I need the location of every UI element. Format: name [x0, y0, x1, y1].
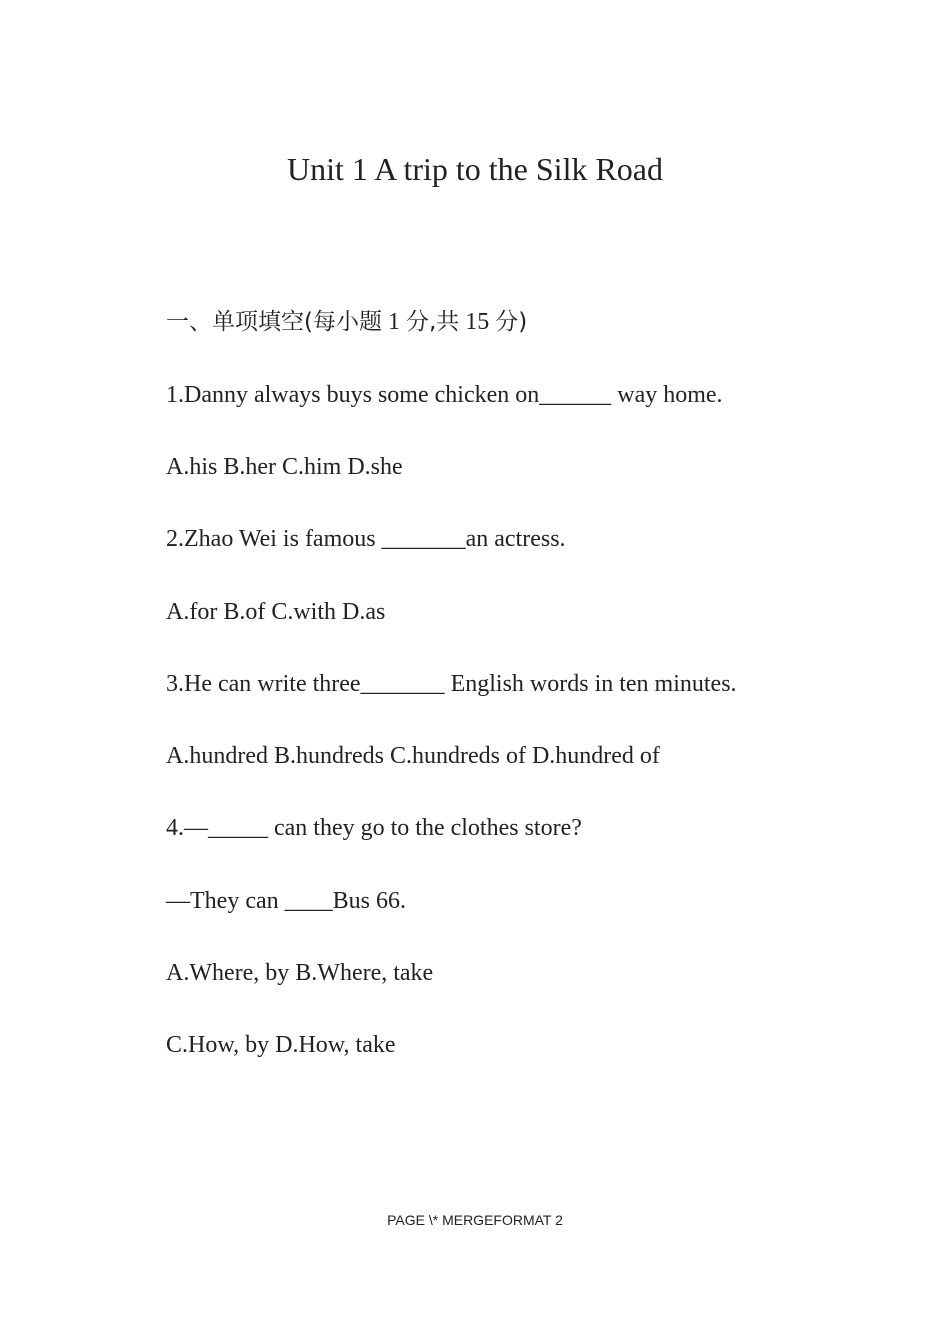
section-heading-part-3: 分,共: [405, 309, 460, 335]
section-heading-part-4: 15: [459, 309, 496, 335]
section-heading-part-5: 分): [495, 309, 528, 335]
section-heading-part-2: 1: [381, 309, 406, 335]
question-3-options: A.hundred B.hundreds C.hundreds of D.hundred of: [166, 743, 660, 769]
section-heading-part-1: 一、单项填空(每小题: [166, 309, 382, 335]
question-2: 2.Zhao Wei is famous _______an actress.: [166, 526, 566, 552]
question-4-options-cd: C.How, by D.How, take: [166, 1032, 396, 1058]
question-4-options-ab: A.Where, by B.Where, take: [166, 960, 434, 986]
question-3: 3.He can write three_______ English words in ten minutes.: [166, 671, 737, 697]
page-footer: PAGE \* MERGEFORMAT 2: [387, 1212, 563, 1228]
question-1: 1.Danny always buys some chicken on______ way home.: [166, 382, 723, 408]
question-4-response: —They can ____Bus 66.: [166, 888, 406, 914]
question-2-options: A.for B.of C.with D.as: [166, 599, 386, 625]
question-1-options: A.his B.her C.him D.she: [166, 454, 403, 480]
page-title: Unit 1 A trip to the Silk Road: [286, 151, 663, 187]
section-heading: [166, 305, 527, 339]
question-4: 4.—_____ can they go to the clothes store?: [166, 815, 582, 841]
